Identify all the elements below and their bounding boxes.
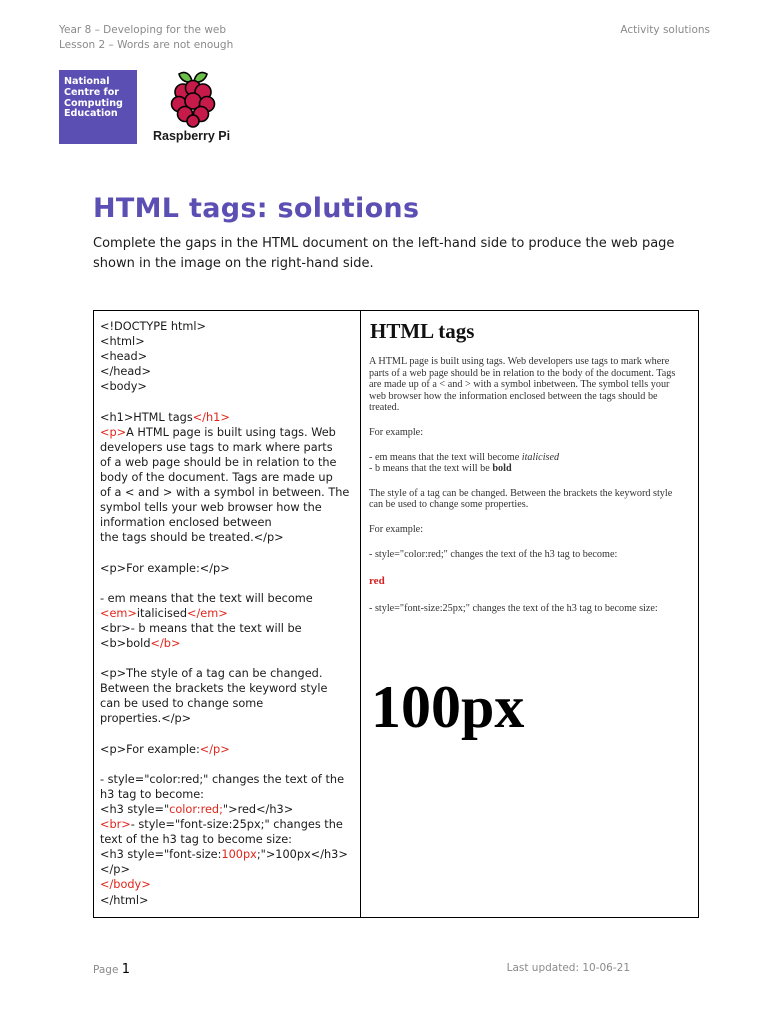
preview-bold-text: bold xyxy=(492,463,512,475)
solution-answer: </em> xyxy=(187,606,228,620)
code-blank-line xyxy=(100,727,356,742)
code-text: <h3 style=" xyxy=(100,803,170,816)
code-line: can be used to change some xyxy=(100,697,264,711)
code-line: - em means that the text will become xyxy=(100,591,313,605)
code-text: ">red</h3> xyxy=(222,803,294,816)
html-code-panel xyxy=(94,311,361,917)
code-text: <p>For example: xyxy=(100,742,200,756)
page-title: HTML tags: solutions xyxy=(93,193,420,224)
preview-heading: HTML tags xyxy=(370,319,475,343)
page-label: Page xyxy=(93,964,122,976)
ncce-logo xyxy=(59,70,137,144)
code-line: <body> xyxy=(100,380,147,394)
preview-paragraph: For example: xyxy=(369,523,424,535)
code-line: <head> xyxy=(100,350,148,364)
code-text: italicised xyxy=(136,606,188,620)
code-line xyxy=(100,606,356,621)
code-line xyxy=(100,425,356,440)
header-activity: Activity solutions xyxy=(620,24,710,36)
code-blank-line xyxy=(100,651,356,666)
code-line xyxy=(100,742,356,757)
page-number xyxy=(93,962,130,977)
code-line xyxy=(100,847,356,862)
ncce-logo-line: Education xyxy=(64,108,118,120)
header-course: Year 8 – Developing for the web xyxy=(59,24,227,36)
ncce-logo-line: Computing xyxy=(64,97,123,109)
code-line: of a < and > with a symbol in between. The xyxy=(100,486,350,500)
preview-paragraph: A HTML page is built using tags. Web developers use tags to mark where parts of a web page should be in relation to the body of the document. Tags are made up of a < and > with a symbol inbetween. The symbol tells your web browser how the information enclosed between the tags should be treated. xyxy=(369,356,676,414)
code-text: <b>bold xyxy=(100,636,151,650)
solution-answer: </h1> xyxy=(192,410,230,424)
code-line: - style="color:red;" changes the text of the xyxy=(100,772,345,786)
code-blank-line xyxy=(100,394,356,409)
solution-answer: color:red; xyxy=(169,803,223,816)
code-blank-line xyxy=(100,576,356,591)
page-header-left xyxy=(59,23,233,53)
preview-text: - b means that the text will be xyxy=(369,463,493,475)
code-line: properties.</p> xyxy=(100,712,192,726)
code-text: <h1>HTML tags xyxy=(100,410,193,424)
code-line: h3 tag to become: xyxy=(100,787,204,801)
solution-answer: </b> xyxy=(150,636,181,650)
code-line: </head> xyxy=(100,365,151,379)
code-blank-line xyxy=(100,545,356,560)
ncce-logo-line: National xyxy=(64,76,110,87)
code-line: <br>- b means that the text will be xyxy=(100,621,302,635)
solution-answer: 100px xyxy=(221,848,257,862)
code-line xyxy=(100,802,356,817)
code-line: the tags should be treated.</p> xyxy=(100,531,284,545)
code-line: <p>For example:</p> xyxy=(100,561,230,575)
preview-italic-text: italicised xyxy=(521,451,560,463)
preview-paragraph: For example: xyxy=(369,426,424,438)
code-line: of a web page should be in relation to the xyxy=(100,455,337,469)
raspberry-pi-wordmark: Raspberry Pi xyxy=(153,129,231,143)
code-blank-line xyxy=(100,757,356,772)
code-line: text of the h3 tag to become size: xyxy=(100,833,292,847)
code-line: information enclosed between xyxy=(100,516,272,530)
code-line xyxy=(100,636,356,651)
code-line: </html> xyxy=(100,893,149,907)
solution-answer: <p> xyxy=(100,425,127,439)
code-line: </p> xyxy=(100,863,130,877)
code-line: developers use tags to mark where parts xyxy=(100,440,333,454)
ncce-logo-line: Centre for xyxy=(64,86,120,98)
page-number-value: 1 xyxy=(121,962,131,977)
preview-paragraph: The style of a tag can be changed. Between the brackets the keyword style can be used to change some properties. xyxy=(369,487,673,511)
rendered-page-preview xyxy=(361,311,698,917)
code-line: body of the document. Tags are made up xyxy=(100,470,333,484)
code-line xyxy=(100,817,356,832)
code-line: Between the brackets the keyword style xyxy=(100,682,328,696)
preview-paragraph xyxy=(369,463,688,475)
code-text: ;">100px</h3> xyxy=(256,848,348,862)
preview-paragraph: - style="color:red;" changes the text of the h3 tag to become: xyxy=(369,548,618,560)
last-updated: Last updated: 10-06-21 xyxy=(506,962,630,974)
code-line: <html> xyxy=(100,335,145,349)
intro-text: Complete the gaps in the HTML document on the left-hand side to produce the web page shown in the image on the right-hand side. xyxy=(93,236,675,271)
preview-paragraph xyxy=(369,452,688,464)
raspberry-pi-logo xyxy=(150,68,240,148)
solution-answer: </p> xyxy=(199,742,230,756)
solution-table xyxy=(93,310,699,918)
preview-text: - em means that the text will become xyxy=(369,451,522,463)
header-lesson: Lesson 2 – Words are not enough xyxy=(59,39,234,51)
code-line: <!DOCTYPE html> xyxy=(100,320,207,333)
code-text: A HTML page is built using tags. Web xyxy=(126,425,336,439)
solution-answer: </body> xyxy=(100,878,151,892)
preview-paragraph: - style="font-size:25px;" changes the text of the h3 tag to become size: xyxy=(369,603,658,615)
raspberry-pi-icon xyxy=(166,68,220,128)
solution-answer: <em> xyxy=(100,606,137,620)
code-line xyxy=(100,410,356,425)
preview-red-heading: red xyxy=(369,575,385,588)
code-text: - style="font-size:25px;" changes the xyxy=(130,818,343,832)
code-text: <h3 style="font-size: xyxy=(100,848,222,862)
code-line: symbol tells your web browser how the xyxy=(100,501,322,515)
solution-answer: <br> xyxy=(100,818,131,832)
code-line: <p>The style of a tag can be changed. xyxy=(100,667,323,681)
preview-large-heading: 100px xyxy=(371,673,525,740)
